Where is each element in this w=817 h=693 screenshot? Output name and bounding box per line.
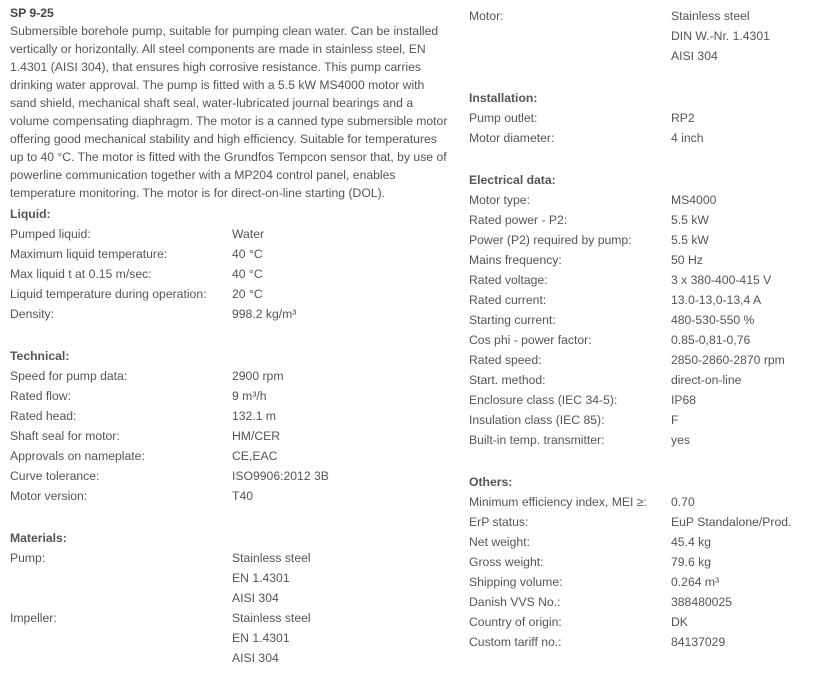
spec-value: 84137029 — [671, 635, 726, 649]
spec-value: ISO9906:2012 3B — [232, 469, 329, 483]
spec-value: AISI 304 — [671, 49, 718, 63]
section-title: Others: — [469, 475, 513, 489]
spec-row-motor-type — [469, 190, 814, 210]
spec-row-pump — [10, 548, 450, 608]
spec-value: Stainless steel — [232, 551, 311, 565]
spec-row-gross-weight — [469, 552, 814, 572]
spec-row-maximum-liquid-temperature — [10, 244, 450, 264]
spec-value: 0.70 — [671, 495, 695, 509]
spec-values — [671, 592, 732, 612]
spec-values — [671, 612, 688, 632]
spec-row-impeller — [10, 608, 450, 668]
spec-label: Max liquid t at 0.15 m/sec: — [10, 267, 152, 281]
spec-row-curve-tolerance — [10, 466, 450, 486]
spec-row-custom-tariff-no — [469, 632, 814, 652]
spec-values — [671, 128, 704, 148]
spec-values — [671, 370, 741, 390]
spec-values — [232, 446, 277, 466]
spec-value: 50 Hz — [671, 253, 703, 267]
spec-value: EN 1.4301 — [232, 571, 290, 585]
spec-value: Stainless steel — [232, 611, 311, 625]
spec-row-motor-diameter — [469, 128, 814, 148]
spec-value: AISI 304 — [232, 591, 279, 605]
spec-values — [671, 270, 771, 290]
spec-row-net-weight — [469, 532, 814, 552]
spec-row-rated-voltage — [469, 270, 814, 290]
product-description: Submersible borehole pump, suitable for pumping clean water. Can be installed vertically or horizontally. All steel components are made in stainless steel, EN 1.4301 (AISI 304), that ensures high corrosive resistance. This pump carries drinking water approval. The pump is fitted with a 5.5 kW MS4000 motor with sand shield, mechanical shaft seal, water-lubricated journal bearings and a volume compensating diaphragm. The motor is a canned type submersible motor offering good mechanical stability and high efficiency. Suitable for temperatures up to 40 °C. The motor is fitted with the Grundfos Tempcon sensor that, by use of powerline communication together with a MP204 control panel, enables temperature monitoring. The motor is for direct-on-line starting (DOL). — [10, 24, 448, 200]
spec-values — [232, 406, 276, 426]
spec-value: DK — [671, 615, 688, 629]
spec-row-pump-outlet — [469, 108, 814, 128]
spec-values — [232, 366, 284, 386]
spec-row-starting-current — [469, 310, 814, 330]
spec-label: Density: — [10, 307, 55, 321]
spec-values — [671, 190, 716, 210]
product-title: SP 9-25 — [10, 6, 54, 20]
spec-values — [232, 304, 296, 324]
spec-label: Custom tariff no.: — [469, 635, 562, 649]
spec-label: Shipping volume: — [469, 575, 563, 589]
spec-label: Net weight: — [469, 535, 530, 549]
spec-row-danish-vvs-no — [469, 592, 814, 612]
section-title: Liquid: — [10, 207, 51, 221]
spec-values — [671, 250, 703, 270]
section-spacer — [10, 508, 450, 528]
spec-section-liquid — [10, 204, 450, 324]
spec-value: CE,EAC — [232, 449, 278, 463]
spec-label: Motor version: — [10, 489, 88, 503]
spec-row-shaft-seal-for-motor — [10, 426, 450, 446]
spec-label: Built-in temp. transmitter: — [469, 433, 605, 447]
spec-label: Country of origin: — [469, 615, 562, 629]
spec-row-rated-current — [469, 290, 814, 310]
spec-value: 0.264 m³ — [671, 575, 720, 589]
spec-values — [232, 486, 253, 506]
spec-values — [232, 548, 311, 608]
spec-row-rated-head — [10, 406, 450, 426]
spec-label: Motor type: — [469, 193, 530, 207]
spec-row-rated-speed — [469, 350, 814, 370]
spec-row-country-of-origin — [469, 612, 814, 632]
spec-value: 40 °C — [232, 267, 263, 281]
spec-label: Rated head: — [10, 409, 77, 423]
spec-label: Motor diameter: — [469, 131, 555, 145]
spec-label: Impeller: — [10, 611, 57, 625]
spec-values — [671, 552, 711, 572]
section-spacer — [10, 326, 450, 346]
spec-value: MS4000 — [671, 193, 717, 207]
left-column — [10, 4, 450, 668]
spec-value: T40 — [232, 489, 254, 503]
spec-label: Cos phi - power factor: — [469, 333, 592, 347]
spec-value: direct-on-line — [671, 373, 742, 387]
spec-section-installation — [469, 68, 814, 148]
spec-label: Pump outlet: — [469, 111, 538, 125]
section-title: Installation: — [469, 91, 538, 105]
spec-value: 45.4 kg — [671, 535, 711, 549]
section-title: Materials: — [10, 531, 67, 545]
spec-label: Pump: — [10, 551, 46, 565]
spec-value: EN 1.4301 — [232, 631, 290, 645]
section-title: Electrical data: — [469, 173, 556, 187]
spec-row-erp-status — [469, 512, 814, 532]
spec-value: 2900 rpm — [232, 369, 284, 383]
spec-row-cos-phi-power-factor — [469, 330, 814, 350]
spec-value: 998.2 kg/m³ — [232, 307, 297, 321]
spec-values — [671, 572, 719, 592]
spec-values — [671, 210, 709, 230]
spec-row-power-p2-required-by-pump — [469, 230, 814, 250]
spec-label: Danish VVS No.: — [469, 595, 561, 609]
spec-row-minimum-efficiency-index-mei — [469, 492, 814, 512]
spec-values — [671, 350, 785, 370]
spec-value: 40 °C — [232, 247, 263, 261]
spec-value: AISI 304 — [232, 651, 279, 665]
spec-values — [232, 426, 280, 446]
spec-label: Speed for pump data: — [10, 369, 128, 383]
spec-values — [671, 632, 725, 652]
spec-label: Shaft seal for motor: — [10, 429, 120, 443]
spec-value: 388480025 — [671, 595, 733, 609]
spec-row-motor — [469, 6, 814, 66]
spec-value: 5.5 kW — [671, 233, 709, 247]
spec-section-others — [469, 452, 814, 652]
spec-values — [232, 386, 267, 406]
spec-row-built-in-temp-transmitter — [469, 430, 814, 450]
spec-value: 9 m³/h — [232, 389, 267, 403]
spec-label: Mains frequency: — [469, 253, 562, 267]
left-spec-sections — [10, 204, 450, 668]
spec-values — [232, 264, 263, 284]
spec-value: Stainless steel — [671, 9, 750, 23]
spec-row-rated-power-p2 — [469, 210, 814, 230]
spec-row-rated-flow — [10, 386, 450, 406]
spec-label: Rated voltage: — [469, 273, 548, 287]
spec-values — [671, 290, 761, 310]
spec-row-motor-version — [10, 486, 450, 506]
spec-values — [671, 410, 678, 430]
right-column — [469, 4, 814, 652]
spec-section-technical — [10, 326, 450, 506]
spec-values — [232, 608, 311, 668]
spec-label: ErP status: — [469, 515, 529, 529]
spec-value: RP2 — [671, 111, 695, 125]
spec-values — [232, 466, 329, 486]
spec-values — [671, 108, 695, 128]
spec-label: Starting current: — [469, 313, 556, 327]
section-title: Technical: — [10, 349, 70, 363]
spec-row-approvals-on-nameplate — [10, 446, 450, 466]
spec-values — [671, 310, 754, 330]
spec-value: 2850-2860-2870 rpm — [671, 353, 785, 367]
spec-value: 480-530-550 % — [671, 313, 755, 327]
spec-row-pumped-liquid — [10, 224, 450, 244]
spec-row-liquid-temperature-during-operation — [10, 284, 450, 304]
spec-row-max-liquid-t-at-0-15-m-sec — [10, 264, 450, 284]
spec-label: Curve tolerance: — [10, 469, 100, 483]
spec-value: Water — [232, 227, 265, 241]
spec-values — [671, 492, 695, 512]
section-spacer — [469, 150, 814, 170]
spec-label: Rated current: — [469, 293, 547, 307]
spec-value: DIN W.-Nr. 1.4301 — [671, 29, 770, 43]
spec-value: 79.6 kg — [671, 555, 711, 569]
spec-section-materials — [10, 508, 450, 668]
spec-values — [671, 6, 770, 66]
spec-value: 5.5 kW — [671, 213, 709, 227]
spec-value: EuP Standalone/Prod. — [671, 515, 792, 529]
spec-row-enclosure-class-iec-34-5 — [469, 390, 814, 410]
spec-label: Rated flow: — [10, 389, 71, 403]
spec-value: 13.0-13,0-13,4 A — [671, 293, 762, 307]
spec-label: Motor: — [469, 9, 504, 23]
section-spacer — [469, 68, 814, 88]
spec-value: yes — [671, 433, 690, 447]
spec-label: Enclosure class (IEC 34-5): — [469, 393, 618, 407]
spec-label: Pumped liquid: — [10, 227, 91, 241]
spec-row-speed-for-pump-data — [10, 366, 450, 386]
spec-values — [671, 390, 696, 410]
spec-values — [232, 244, 263, 264]
spec-row-density — [10, 304, 450, 324]
spec-values — [232, 284, 263, 304]
spec-value: 20 °C — [232, 287, 263, 301]
spec-row-start-method — [469, 370, 814, 390]
spec-label: Insulation class (IEC 85): — [469, 413, 605, 427]
spec-values — [671, 430, 690, 450]
spec-label: Power (P2) required by pump: — [469, 233, 632, 247]
spec-values — [671, 230, 709, 250]
spec-values — [232, 224, 264, 244]
spec-values — [671, 532, 711, 552]
spec-value: 0.85-0,81-0,76 — [671, 333, 751, 347]
spec-row-insulation-class-iec-85 — [469, 410, 814, 430]
spec-values — [671, 512, 791, 532]
spec-value: HM/CER — [232, 429, 281, 443]
spec-value: 132.1 m — [232, 409, 277, 423]
spec-label: Liquid temperature during operation: — [10, 287, 207, 301]
spec-value: IP68 — [671, 393, 697, 407]
spec-row-mains-frequency — [469, 250, 814, 270]
spec-value: 3 x 380-400-415 V — [671, 273, 772, 287]
spec-label: Rated power - P2: — [469, 213, 568, 227]
spec-values — [671, 330, 750, 350]
spec-section-general — [469, 6, 814, 66]
spec-row-shipping-volume — [469, 572, 814, 592]
section-spacer — [469, 452, 814, 472]
spec-label: Maximum liquid temperature: — [10, 247, 168, 261]
spec-value: 4 inch — [671, 131, 704, 145]
spec-label: Rated speed: — [469, 353, 542, 367]
right-spec-sections — [469, 6, 814, 652]
spec-label: Gross weight: — [469, 555, 544, 569]
spec-value: F — [671, 413, 679, 427]
spec-label: Start. method: — [469, 373, 546, 387]
spec-label: Minimum efficiency index, MEI ≥: — [469, 495, 647, 509]
spec-label: Approvals on nameplate: — [10, 449, 145, 463]
spec-section-electrical-data — [469, 150, 814, 450]
